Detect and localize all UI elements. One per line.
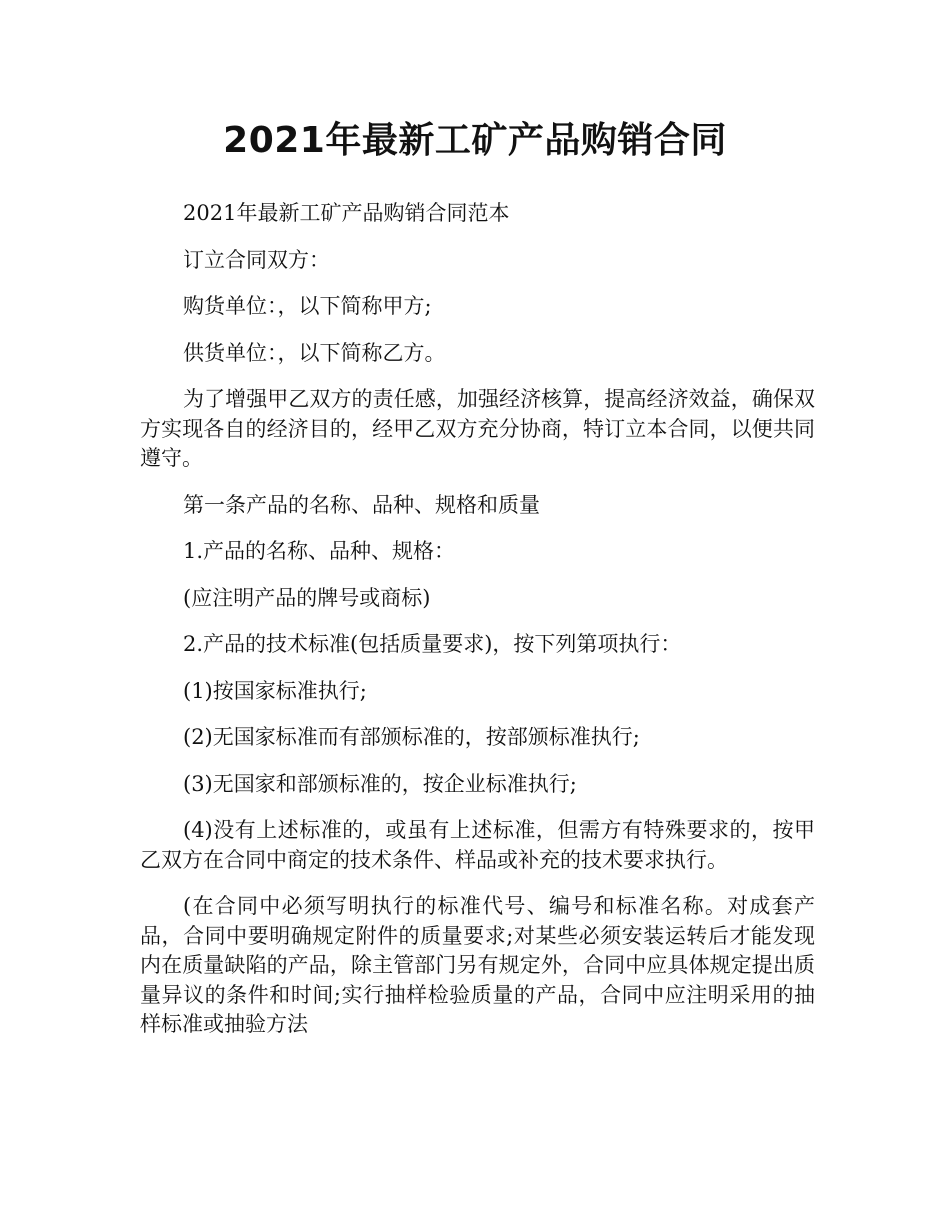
paragraph-article-1-heading: 第一条产品的名称、品种、规格和质量: [183, 492, 540, 517]
paragraph-item-1: 1.产品的名称、品种、规格：: [183, 539, 456, 563]
paragraph-standard-note: (在合同中必须写明执行的标准代号、编号和标准名称。对成套产品，合同中要明确规定附件的质量要求;对某些必须安装运转后才能发现内在质量缺陷的产品，除主管部门另有规定外，合同中应具体规定提出质量异议的条件和时间;实行抽样检验质量的产品，合同中应注明采用的抽样标准或抽验方法: [140, 894, 815, 1036]
paragraph-subtitle: 2021年最新工矿产品购销合同范本: [183, 201, 510, 225]
paragraph-standard-2: (2)无国家标准而有部颁标准的，按部颁标准执行;: [183, 725, 640, 749]
paragraph-item-2: 2.产品的技术标准(包括质量要求)，按下列第项执行：: [183, 632, 682, 656]
paragraph-purpose: 为了增强甲乙双方的责任感，加强经济核算，提高经济效益，确保双方实现各自的经济目的，经甲乙双方充分协商，特订立本合同，以便共同遵守。: [140, 387, 815, 470]
paragraph-standard-4: (4)没有上述标准的，或虽有上述标准，但需方有特殊要求的，按甲乙双方在合同中商定的技术条件、样品或补充的技术要求执行。: [140, 818, 815, 872]
paragraph-parties-heading: 订立合同双方：: [183, 247, 330, 272]
document-title: 2021年最新工矿产品购销合同: [223, 120, 727, 161]
paragraph-standard-1: (1)按国家标准执行;: [183, 678, 367, 703]
paragraph-supplier: 供货单位：，以下简称乙方。: [183, 340, 446, 365]
paragraph-buyer: 购货单位：，以下简称甲方;: [183, 294, 432, 318]
document-body: [140, 199, 815, 1057]
paragraph-brand-note: (应注明产品的牌号或商标): [183, 585, 431, 610]
paragraph-standard-3: (3)无国家和部颁标准的，按企业标准执行;: [183, 771, 577, 796]
